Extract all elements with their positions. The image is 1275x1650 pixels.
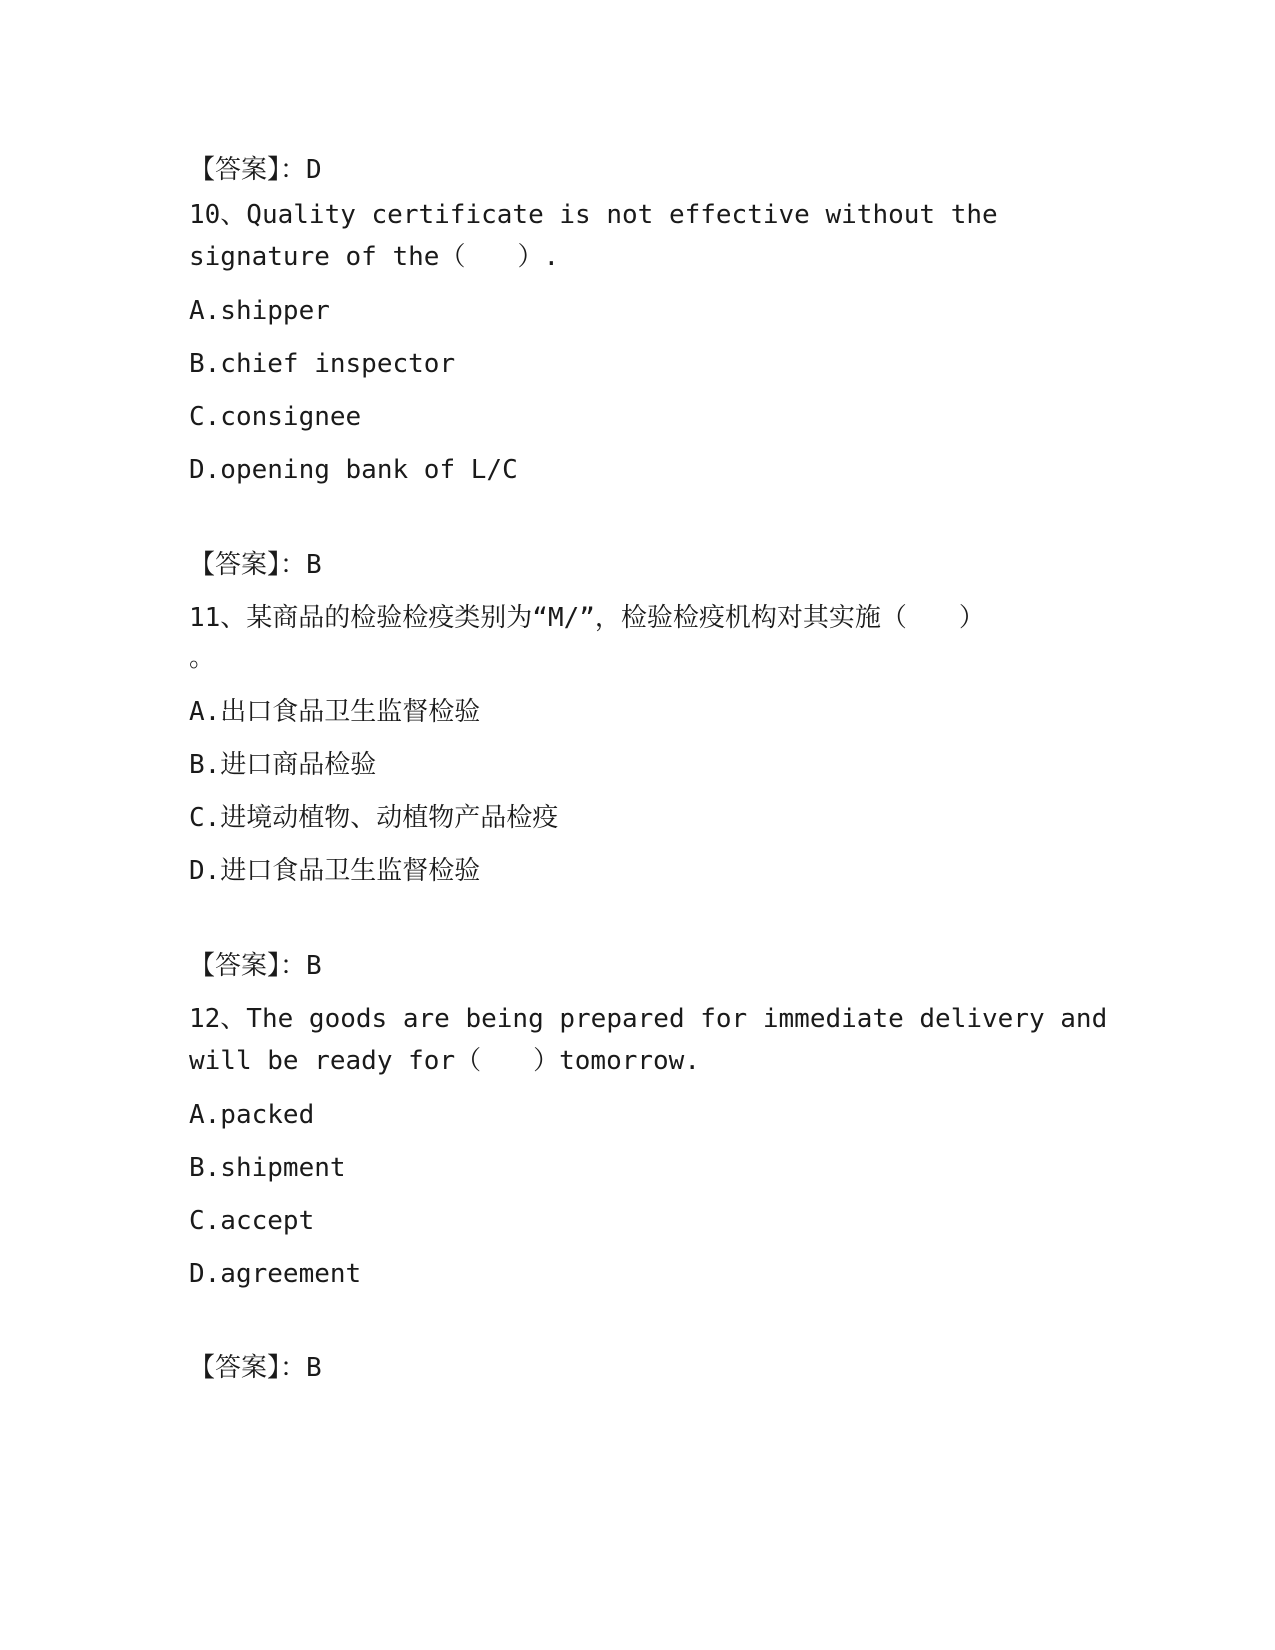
question-11-option-c: C.进境动植物、动植物产品检疫: [189, 803, 559, 833]
question-10-option-a: A.shipper: [189, 296, 330, 326]
question-11-option-b: B.进口商品检验: [189, 750, 377, 780]
answer-prefix: 【答案】：: [189, 951, 307, 981]
question-10-option-b: B.chief inspector: [189, 349, 456, 379]
question-12-option-a: A.packed: [189, 1100, 315, 1130]
question-12-option-b: B.shipment: [189, 1153, 346, 1183]
question-12-option-d: D.agreement: [189, 1259, 362, 1289]
answer-prefix: 【答案】：: [189, 155, 307, 185]
question-10-line-2: signature of the（ ）.: [189, 242, 560, 272]
answer-prefix: 【答案】：: [189, 1353, 307, 1383]
question-12-line-1: 12、The goods are being prepared for immediate delivery and: [189, 1004, 1108, 1034]
question-11-line-1: 11、某商品的检验检疫类别为“M/”，检验检疫机构对其实施（ ）: [189, 603, 985, 633]
question-12-option-c: C.accept: [189, 1206, 315, 1236]
question-10-option-c: C.consignee: [189, 402, 362, 432]
answer-value: B: [306, 550, 322, 580]
question-10-option-d: D.opening bank of L/C: [189, 455, 518, 485]
question-10-line-1: 10、Quality certificate is not effective without the: [189, 200, 998, 230]
question-12-line-2: will be ready for（ ）tomorrow.: [189, 1046, 700, 1076]
question-11-option-d: D.进口食品卫生监督检验: [189, 856, 481, 886]
question-11-line-2: 。: [189, 643, 216, 673]
answer-line: [189, 1353, 322, 1383]
answer-value: B: [306, 951, 322, 981]
answer-value: D: [306, 155, 322, 185]
answer-line: [189, 155, 322, 185]
answer-value: B: [306, 1353, 322, 1383]
question-11-option-a: A.出口食品卫生监督检验: [189, 697, 481, 727]
answer-prefix: 【答案】：: [189, 550, 307, 580]
answer-line: [189, 550, 322, 580]
answer-line: [189, 951, 322, 981]
